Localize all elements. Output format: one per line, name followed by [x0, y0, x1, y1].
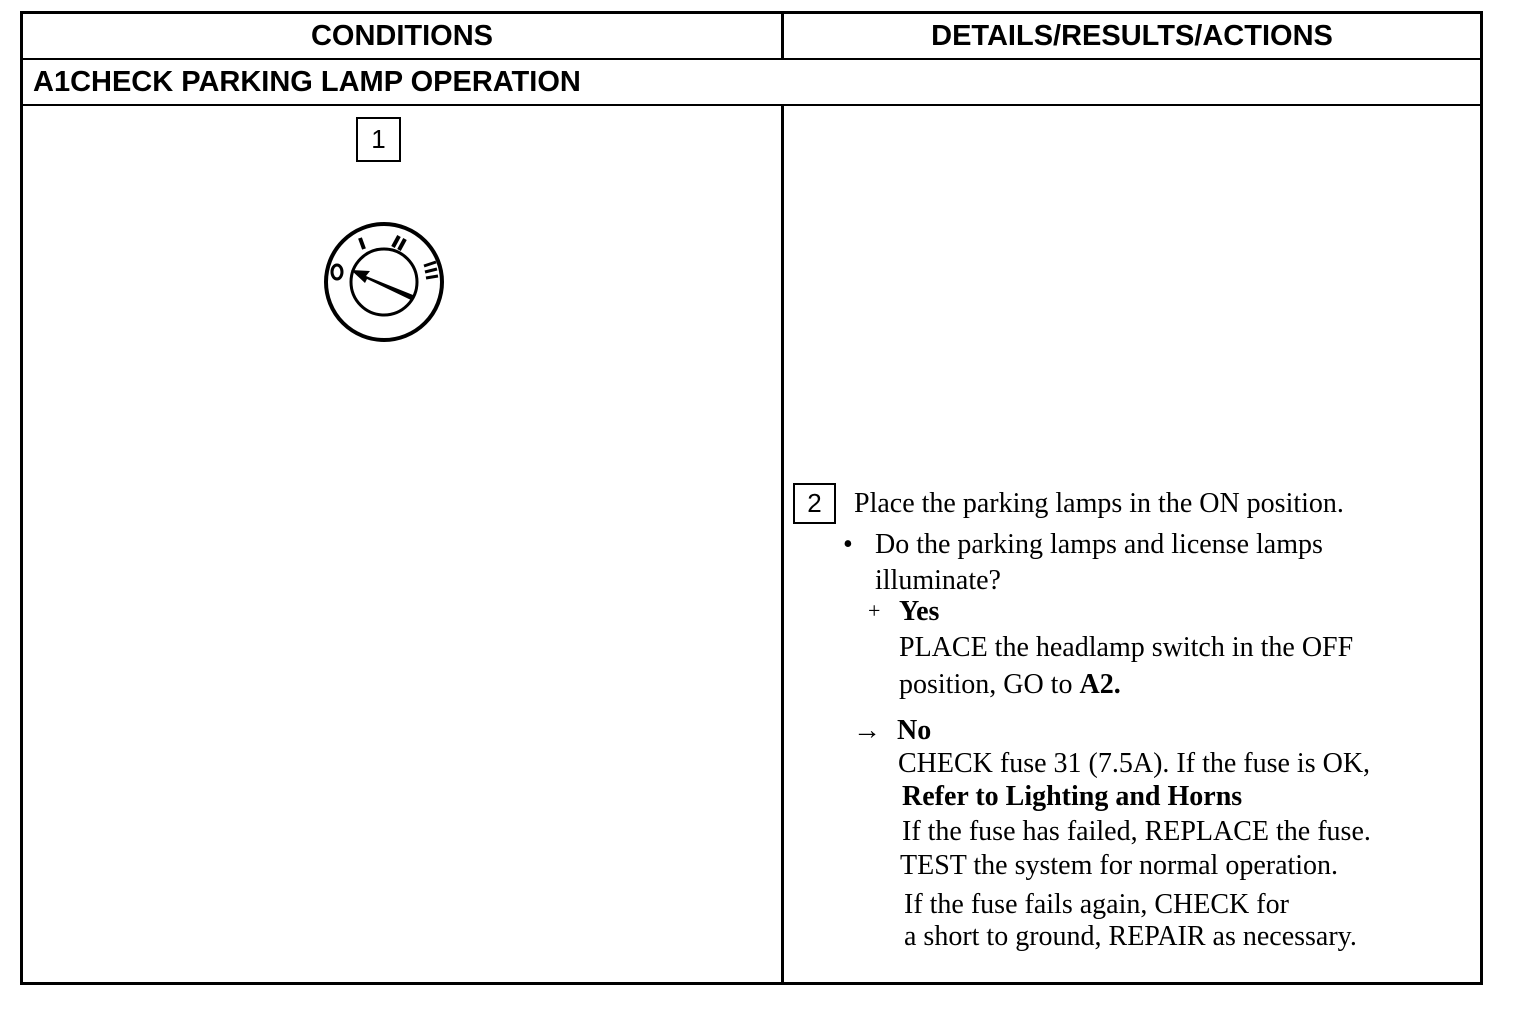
details-header: DETAILS/RESULTS/ACTIONS [931, 19, 1333, 52]
step-title [33, 60, 581, 104]
no-action-line-5: If the fuse fails again, CHECK for [904, 889, 1289, 920]
no-action-line-2: Refer to Lighting and Horns [902, 781, 1243, 812]
step-divider [23, 104, 1480, 106]
no-action-line-4: TEST the system for normal operation. [900, 850, 1339, 881]
no-action-line-1: CHECK fuse 31 (7.5A). If the fuse is OK, [898, 748, 1371, 779]
step-name: CHECK PARKING LAMP OPERATION [70, 65, 581, 98]
position-0-mark [332, 265, 342, 279]
yes-action-line-2: position, GO to A2. [899, 669, 1121, 700]
key-pointer-icon [351, 270, 413, 300]
position-1-mark [360, 238, 364, 249]
column-divider [781, 106, 784, 982]
condition-2-number-box: 2 [793, 483, 836, 524]
ignition-switch-icon [321, 219, 447, 345]
no-action-line-3: If the fuse has failed, REPLACE the fuse. [902, 816, 1371, 847]
position-2-mark [399, 239, 405, 250]
diagnostic-table [20, 11, 1483, 985]
bullet-icon: • [843, 529, 853, 560]
instruction-text: Place the parking lamps in the ON position. [854, 488, 1344, 519]
conditions-header: CONDITIONS [310, 19, 494, 52]
step-reference-a2: A2. [1079, 669, 1121, 700]
no-arrow-icon: → [853, 715, 881, 746]
question-line-1: Do the parking lamps and license lamps [875, 529, 1323, 560]
step-id: A1 [33, 65, 71, 98]
yes-action-line-1: PLACE the headlamp switch in the OFF [899, 632, 1354, 663]
position-3-mark [426, 276, 438, 278]
no-action-line-6: a short to ground, REPAIR as necessary. [904, 921, 1357, 952]
yes-plus-icon: + [868, 598, 881, 623]
yes-label: Yes [899, 596, 940, 627]
question-line-2: illuminate? [875, 565, 1001, 596]
no-label: No [897, 715, 932, 746]
condition-1-number-box: 1 [356, 117, 401, 162]
